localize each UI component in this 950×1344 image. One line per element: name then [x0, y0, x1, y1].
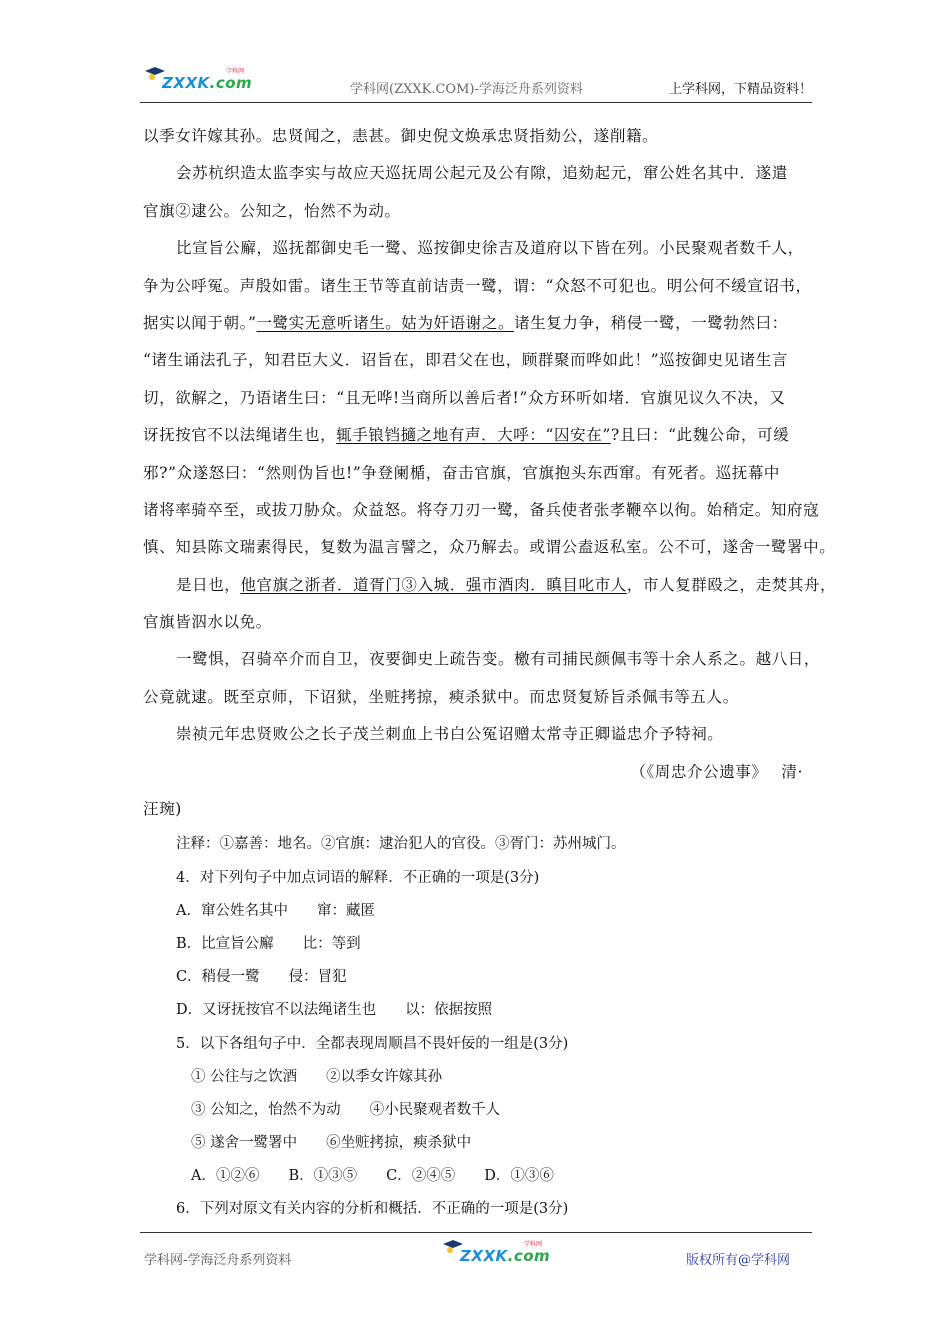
- passage-line: “诸生诵法孔子，知君臣大义．诏旨在，即君父在也，顾群聚而哗如此！”巡按御史见诸生言: [143, 351, 788, 370]
- question-4-option-b: B．比宣旨公廨 比：等到: [176, 935, 361, 952]
- passage-text: 诸生复力争，稍侵一鹭，一鹭勃然曰：: [514, 313, 788, 332]
- logo-wordmark: ZXXK.com: [460, 1247, 551, 1265]
- question-5-item: ③ 公知之，怡然不为动 ④小民聚观者数千人: [191, 1101, 501, 1118]
- question-6-stem: 6．下列对原文有关内容的分析和概括．不正确的一项是(3分): [176, 1201, 569, 1218]
- passage-line: 争为公呼冤。声殷如雷。诸生王节等直前诘责一鹭，谓：“众怒不可犯也。明公何不缓宣诏书，: [143, 276, 812, 295]
- copyright-link[interactable]: 版权所有@学科网: [685, 1253, 790, 1268]
- page-header: [140, 62, 812, 103]
- passage-line: 崇祯元年忠贤败公之长子茂兰刺血上书白公冤诏赠太常寺正卿谥忠介予特祠。: [176, 725, 724, 744]
- passage-line: 官旗②逮公。公知之，怡然不为动。: [143, 201, 401, 220]
- passage-line: [143, 305, 813, 342]
- logo-tag: 学科网: [524, 1241, 543, 1248]
- passage-line: 以季女许嫁其孙。忠贤闻之，恚甚。御史倪文焕承忠贤指劾公，遂削籍。: [143, 127, 659, 145]
- question-5-stem: 5．以下各组句子中．全都表现周顺昌不畏奸佞的一组是(3分): [176, 1035, 569, 1052]
- zxxk-logo: [144, 66, 254, 100]
- logo-wordmark: ZXXK.com: [162, 74, 253, 92]
- annotation-notes: 注释：①嘉善：地名。②官旗：逮治犯人的官役。③胥门：苏州城门。: [176, 836, 626, 853]
- passage-line: 切，欲解之，乃语诸生曰：“且无哗!当商所以善后者!”众方环听如堵．官旗见议久不决，又: [143, 388, 786, 407]
- source-citation: （《周忠介公遗事》 清·: [630, 762, 803, 781]
- underlined-sentence: 辄手锒铛擿之地有声．大呼：“囚安在”: [336, 426, 611, 445]
- footer-zxxk-logo: [442, 1239, 552, 1273]
- question-4-option-c: C．稍侵一鹭 侵：冒犯: [176, 969, 347, 986]
- question-5-item: ⑤ 遂舍一鹭署中 ⑥坐赃拷掠，瘐杀狱中: [191, 1135, 472, 1152]
- header-slogan: 上学科网，下精品资料！: [668, 82, 812, 97]
- passage-line: [143, 567, 837, 604]
- passage-line: 会苏杭织造太监李实与故应天巡抚周公起元及公有隙，追劾起元，窜公姓名其中．遂遣: [176, 164, 788, 183]
- header-title: 学科网(ZXXK.COM)-学海泛舟系列资料: [350, 82, 583, 97]
- question-4-option-d: D．又讶抚按官不以法绳诸生也 以：依据按照: [176, 1002, 493, 1019]
- question-4-stem: 4．对下列句子中加点词语的解释．不正确的一项是(3分): [176, 869, 540, 886]
- passage-line: 一鹭惧，召骑卒介而自卫，夜要御史上疏告变。檄有司捕民颜佩韦等十余人系之。越八日，: [176, 650, 821, 669]
- underlined-sentence: 一鹭实无意听诸生。姑为奸语谢之。: [256, 313, 515, 332]
- passage-line: [143, 417, 813, 454]
- passage-line: 诸将率骑卒至，或拔刀胁众。众益怒。将夺刀刃一鹭，备兵使者张孝鞭卒以徇。始稍定。知府寇: [143, 500, 820, 519]
- passage-text: ，市人复群殴之，走焚其舟，: [626, 575, 837, 594]
- document-body: [143, 118, 837, 1227]
- logo-tag: 学科网: [226, 68, 245, 75]
- source-author: 汪琬): [143, 800, 182, 819]
- passage-line: 官旗皆泅水以免。: [143, 613, 272, 632]
- question-5-options: A．①②⑥ B．①③⑤ C．②④⑤ D．①③⑥: [191, 1168, 554, 1185]
- question-5-item: ① 公往与之饮酒 ②以季女许嫁其孙: [191, 1068, 443, 1085]
- passage-text: ?且曰：“此魏公命，可缓: [610, 426, 790, 445]
- passage-line: 邪?”众遂怒曰：“然则伪旨也!”争登阑楯，奋击官旗，官旗抱头东西窜。有死者。巡抚幕中: [143, 463, 781, 482]
- passage-text: 是日也，: [176, 575, 241, 594]
- footer-series: 学科网-学海泛舟系列资料: [144, 1253, 292, 1268]
- underlined-sentence: 他官旗之浙者．道胥门③入城．强市酒肉．瞋目叱市人: [240, 575, 627, 594]
- passage-line: 慎、知县陈文瑞素得民，复数为温言譬之，众乃解去。或谓公盍返私室。公不可，遂舍一鹭署中。: [143, 538, 836, 557]
- passage-line: 比宣旨公廨，巡抚都御史毛一鹭、巡按御史徐吉及道府以下皆在列。小民聚观者数千人，: [176, 239, 804, 258]
- passage-line: 公竟就逮。既至京师，下诏狱，坐赃拷掠，瘐杀狱中。而忠贤复矫旨杀佩韦等五人。: [143, 687, 739, 706]
- passage-text: 讶抚按官不以法绳诸生也，: [143, 426, 337, 445]
- question-4-option-a: A．窜公姓名其中 窜：藏匿: [176, 902, 375, 919]
- passage-text: 据实以闻于朝。”: [143, 313, 257, 332]
- page-footer: [140, 1232, 812, 1273]
